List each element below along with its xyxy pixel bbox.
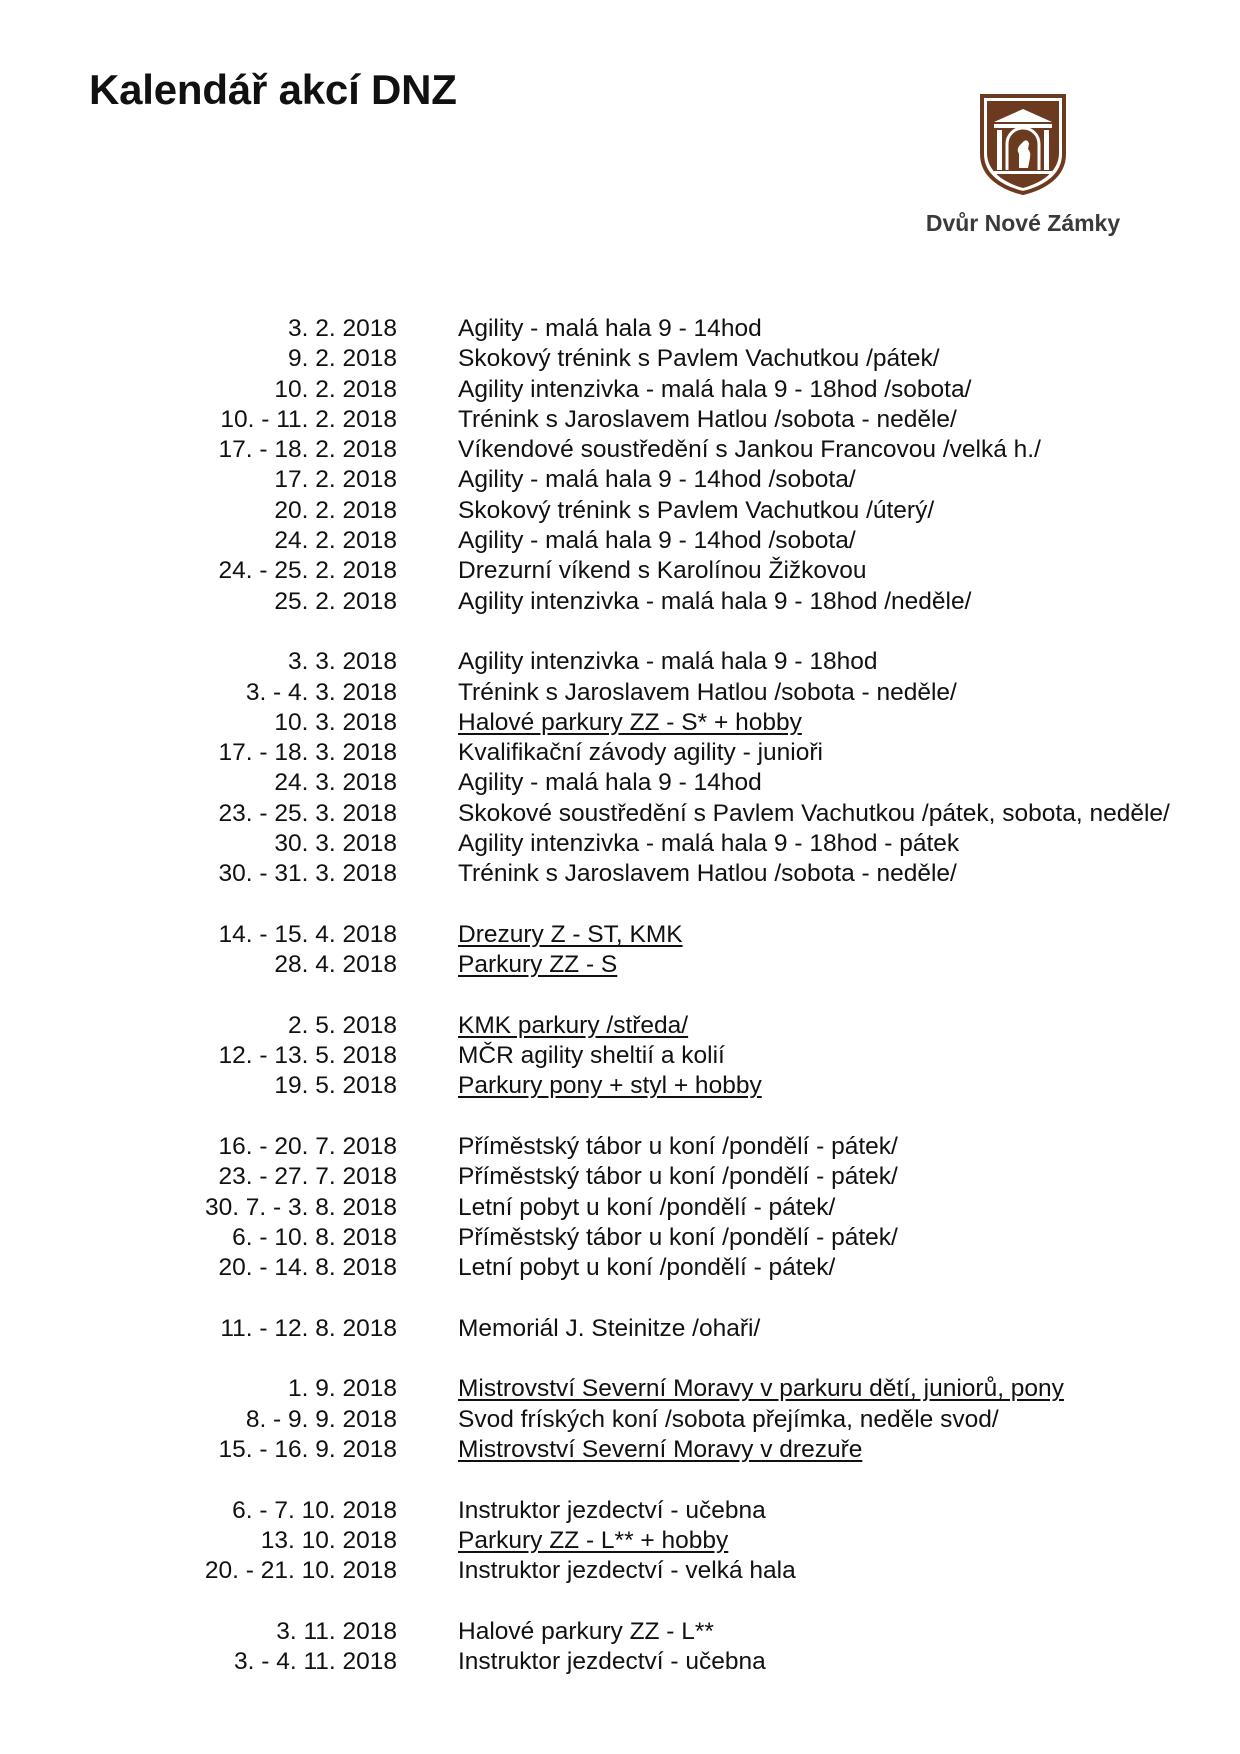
event-date: 19. 5. 2018 [274,1072,397,1100]
event-row [0,587,1240,617]
event-row [0,405,1240,435]
event-row [0,1253,1240,1283]
event-name: Letní pobyt u koní /pondělí - pátek/ [458,1193,836,1221]
event-date: 2. 5. 2018 [288,1011,397,1039]
event-name: MČR agility sheltií a kolií [458,1042,725,1070]
event-name: Příměstský tábor u koní /pondělí - pátek/ [458,1133,898,1161]
event-row [0,1314,1240,1344]
event-row [0,768,1240,798]
event-name: Memoriál J. Steinitze /ohaři/ [458,1314,761,1342]
event-date: 10. 3. 2018 [274,708,397,736]
event-date: 30. 3. 2018 [274,830,397,858]
event-date: 3. - 4. 11. 2018 [234,1648,397,1676]
event-name: Agility intenzivka - malá hala 9 - 18hod /neděle/ [458,587,972,615]
event-date: 10. 2. 2018 [274,375,397,403]
event-row [0,526,1240,556]
event-row [0,859,1240,889]
event-name: Drezurní víkend s Karolínou Žižkovou [458,557,867,585]
event-name: KMK parkury /středa/ [458,1011,689,1039]
page-title: Kalendář akcí DNZ [89,66,457,113]
event-row [0,1162,1240,1192]
event-row [0,1435,1240,1465]
event-row [0,314,1240,344]
event-date: 30. - 31. 3. 2018 [218,860,397,888]
event-date: 30. 7. - 3. 8. 2018 [204,1193,397,1221]
event-name: Příměstský tábor u koní /pondělí - pátek/ [458,1223,898,1251]
event-name: Parkury ZZ - L** + hobby [458,1526,729,1554]
event-row [0,647,1240,677]
event-row [0,799,1240,829]
event-row [0,1011,1240,1041]
event-row [0,465,1240,495]
event-row [0,1526,1240,1556]
event-row [0,678,1240,708]
event-name: Instruktor jezdectví - velká hala [458,1557,796,1585]
event-name: Trénink s Jaroslavem Hatlou /sobota - neděle/ [458,678,957,706]
event-date: 3. - 4. 3. 2018 [245,678,397,706]
event-list [0,314,1240,1677]
event-name: Skokové soustředění s Pavlem Vachutkou /pátek, sobota, neděle/ [458,799,1170,827]
event-date: 16. - 20. 7. 2018 [218,1133,397,1161]
event-row [0,1405,1240,1435]
event-name: Agility intenzivka - malá hala 9 - 18hod /sobota/ [458,375,972,403]
event-row [0,435,1240,465]
event-date: 17. 2. 2018 [274,466,397,494]
event-row [0,738,1240,768]
event-row [0,496,1240,526]
event-row [0,1193,1240,1223]
event-name: Drezury Z - ST, KMK [458,920,683,948]
event-name: Příměstský tábor u koní /pondělí - pátek/ [458,1163,898,1191]
event-row [0,1071,1240,1101]
event-date: 20. - 14. 8. 2018 [218,1254,397,1282]
event-date: 1. 9. 2018 [288,1375,397,1403]
event-row [0,1556,1240,1586]
event-name: Instruktor jezdectví - učebna [458,1496,766,1524]
event-row [0,344,1240,374]
event-row [0,920,1240,950]
event-name: Halové parkury ZZ - S* + hobby [458,708,802,736]
event-name: Skokový trénink s Pavlem Vachutkou /úterý/ [458,496,935,524]
event-name: Agility - malá hala 9 - 14hod [458,315,762,342]
event-name: Agility intenzivka - malá hala 9 - 18hod - pátek [458,830,960,858]
event-row [0,1617,1240,1647]
event-date: 8. - 9. 9. 2018 [245,1405,397,1433]
event-name: Trénink s Jaroslavem Hatlou /sobota - neděle/ [458,860,957,888]
event-row [0,1223,1240,1253]
event-row [0,1647,1240,1677]
event-date: 15. - 16. 9. 2018 [218,1435,397,1463]
event-row [0,708,1240,738]
event-date: 3. 3. 2018 [288,648,397,676]
event-date: 11. - 12. 8. 2018 [220,1314,397,1342]
event-date: 28. 4. 2018 [274,951,397,979]
event-name: Kvalifikační závody agility - junioři [458,739,823,767]
event-name: Halové parkury ZZ - L** [458,1617,714,1645]
event-date: 25. 2. 2018 [274,587,397,615]
event-date: 23. - 27. 7. 2018 [218,1163,397,1191]
event-date: 9. 2. 2018 [288,345,397,373]
event-date: 20. - 21. 10. 2018 [204,1557,397,1585]
event-name: Mistrovství Severní Moravy v drezuře [458,1435,863,1463]
event-date: 3. 11. 2018 [276,1617,397,1645]
event-name: Agility - malá hala 9 - 14hod /sobota/ [458,466,856,494]
event-date: 17. - 18. 3. 2018 [218,739,397,767]
manor-gate-icon [978,92,1068,196]
event-name: Parkury pony + styl + hobby [458,1072,762,1100]
event-date: 10. - 11. 2. 2018 [220,405,397,433]
event-row [0,375,1240,405]
event-name: Svod fríských koní /sobota přejímka, neděle svod/ [458,1405,999,1433]
logo-text: Dvůr Nové Zámky [925,210,1121,236]
event-date: 24. 3. 2018 [274,769,397,797]
event-date: 23. - 25. 3. 2018 [218,799,397,827]
logo [908,92,1138,237]
event-name: Mistrovství Severní Moravy v parkuru dětí, juniorů, pony [458,1375,1064,1403]
event-name: Agility - malá hala 9 - 14hod /sobota/ [458,527,856,555]
event-row [0,556,1240,586]
event-date: 6. - 10. 8. 2018 [232,1223,397,1251]
event-date: 13. 10. 2018 [260,1526,397,1554]
event-row [0,1041,1240,1071]
event-name: Agility intenzivka - malá hala 9 - 18hod [458,648,878,676]
event-date: 6. - 7. 10. 2018 [232,1496,397,1524]
event-date: 3. 2. 2018 [288,315,397,342]
event-date: 12. - 13. 5. 2018 [218,1042,397,1070]
event-name: Agility - malá hala 9 - 14hod [458,769,762,797]
event-row [0,1374,1240,1404]
event-date: 14. - 15. 4. 2018 [218,920,397,948]
event-row [0,1496,1240,1526]
event-date: 20. 2. 2018 [274,496,397,524]
event-row [0,1132,1240,1162]
event-row [0,829,1240,859]
event-name: Víkendové soustředění s Jankou Francovou /velká h./ [458,436,1041,464]
event-name: Letní pobyt u koní /pondělí - pátek/ [458,1254,836,1282]
event-name: Trénink s Jaroslavem Hatlou /sobota - neděle/ [458,405,957,433]
event-name: Parkury ZZ - S [458,951,618,979]
event-date: 24. 2. 2018 [274,527,397,555]
event-date: 17. - 18. 2. 2018 [218,436,397,464]
event-name: Instruktor jezdectví - učebna [458,1648,766,1676]
event-name: Skokový trénink s Pavlem Vachutkou /pátek/ [458,345,940,373]
event-date: 24. - 25. 2. 2018 [218,557,397,585]
event-row [0,950,1240,980]
